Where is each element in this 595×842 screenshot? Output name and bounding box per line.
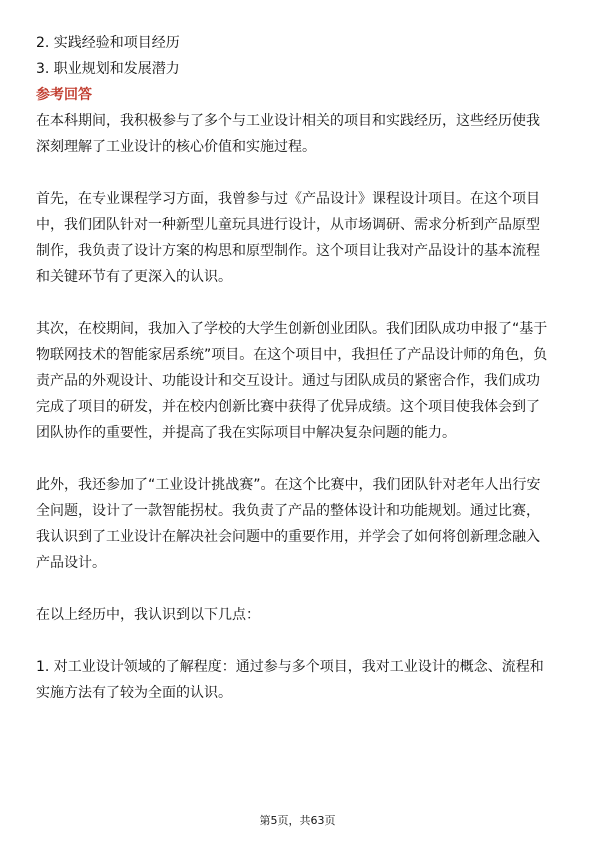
text-line: 中，我们团队针对一种新型儿童玩具进行设计，从市场调研、需求分析到产品原型	[36, 217, 540, 233]
text-line: 团队协作的重要性，并提高了我在实际项目中解决复杂问题的能力。	[36, 425, 456, 441]
list-item-career-planning: 3. 职业规划和发展潜力	[36, 61, 180, 77]
paragraph-summary-intro	[36, 602, 561, 628]
paragraph-spacer	[36, 290, 561, 316]
text-line: 和关键环节有了更深入的认识。	[36, 269, 232, 285]
text-line: 深刻理解了工业设计的核心价值和实施过程。	[36, 139, 316, 155]
text-line: 1. 对工业设计领域的了解程度：通过参与多个项目，我对工业设计的概念、流程和	[36, 659, 544, 675]
page-number-footer: 第5页，共63页	[259, 814, 336, 827]
text-line: 在本科期间，我积极参与了多个与工业设计相关的项目和实践经历，这些经历使我	[36, 113, 540, 129]
text-line: 我认识到了工业设计在解决社会问题中的重要作用，并学会了如何将创新理念融入	[36, 529, 540, 545]
paragraph-design-challenge	[36, 472, 561, 576]
paragraph-spacer	[36, 160, 561, 186]
paragraph-spacer	[36, 628, 561, 654]
text-line: 首先，在专业课程学习方面，我曾参与过《产品设计》课程设计项目。在这个项目	[36, 191, 540, 207]
text-line: 制作，我负责了设计方案的构思和原型制作。这个项目让我对产品设计的基本流程	[36, 243, 540, 259]
text-line: 全问题，设计了一款智能拐杖。我负责了产品的整体设计和功能规划。通过比赛，	[36, 503, 540, 519]
paragraph-spacer	[36, 446, 561, 472]
text-line: 责产品的外观设计、功能设计和交互设计。通过与团队成员的紧密合作，我们成功	[36, 373, 540, 389]
text-line: 完成了项目的研发，并在校内创新比赛中获得了优异成绩。这个项目使我体会到了	[36, 399, 540, 415]
text-line: 实施方法有了较为全面的认识。	[36, 685, 232, 701]
paragraph-intro	[36, 108, 561, 160]
text-line: 产品设计。	[36, 555, 106, 571]
page-content	[36, 30, 561, 706]
section-heading: 参考回答	[36, 87, 92, 103]
paragraph-course-project	[36, 186, 561, 290]
text-line: 此外，我还参加了“工业设计挑战赛”。在这个比赛中，我们团队针对老年人出行安	[36, 477, 541, 493]
paragraph-point-one	[36, 654, 561, 706]
text-line: 在以上经历中，我认识到以下几点：	[36, 607, 260, 623]
paragraph-innovation-team	[36, 316, 561, 446]
text-line: 其次，在校期间，我加入了学校的大学生创新创业团队。我们团队成功申报了“基于	[36, 321, 548, 337]
paragraph-spacer	[36, 576, 561, 602]
list-item-practice-experience: 2. 实践经验和项目经历	[36, 35, 180, 51]
text-line: 物联网技术的智能家居系统”项目。在这个项目中，我担任了产品设计师的角色，负	[36, 347, 548, 363]
